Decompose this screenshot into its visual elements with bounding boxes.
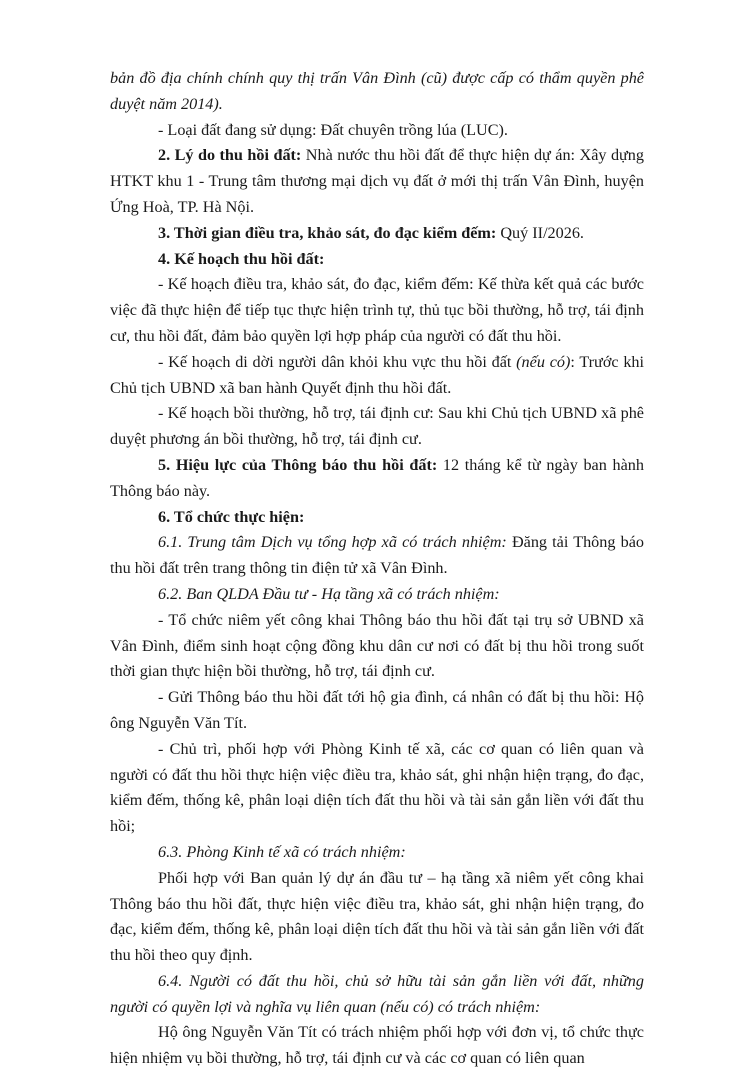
section-2-heading: 2. Lý do thu hồi đất: (158, 146, 302, 165)
paragraph-economy-office: Phối hợp với Ban quản lý dự án đầu tư – hạ tầng xã niêm yết công khai Thông báo thu hồi đất, thực hiện việc điều tra, khảo sát, ghi nhận hiện trạng, đo đạc, kiểm đếm, thống kê, phân loại diện tích đất thu hồi và tài sản gắn liền với đất thu hồi theo quy định. (110, 868, 644, 965)
section-4-plan (110, 247, 644, 273)
section-5-text: 12 tháng kể từ ngày ban hành Thông báo này. (110, 455, 644, 500)
paragraph-land-type: - Loại đất đang sử dụng: Đất chuyên trồng lúa (LUC). (158, 120, 508, 139)
section-4-heading: 4. Kế hoạch thu hồi đất: (158, 249, 325, 268)
subsection-6-1 (110, 530, 644, 582)
section-3-heading: 3. Thời gian điều tra, khảo sát, đo đạc kiểm đếm: (158, 223, 497, 242)
section-5-validity (110, 453, 644, 505)
subsection-6-3-heading: 6.3. Phòng Kinh tế xã có trách nhiệm: (158, 842, 406, 861)
paragraph-relocation-plan: - Kế hoạch di dời người dân khỏi khu vực thu hồi đất (nếu có): Trước khi Chủ tịch UBND xã ban hành Quyết định thu hồi đất. (110, 352, 645, 397)
paragraph-household-duty: Hộ ông Nguyễn Văn Tít có trách nhiệm phối hợp với đơn vị, tổ chức thực hiện nhiệm vụ bồi thường, hỗ trợ, tái định cư và các cơ quan có liên quan (110, 1023, 644, 1068)
section-3-time (110, 221, 644, 247)
section-6-implementation (110, 505, 644, 531)
subsection-6-1-text: Đăng tải Thông báo thu hồi đất trên trang thông tin điện tử xã Vân Đình. (110, 533, 644, 578)
paragraph-send-notice: - Gửi Thông báo thu hồi đất tới hộ gia đình, cá nhân có đất bị thu hồi: Hộ ông Nguyễn Văn Tít. (110, 688, 644, 732)
subsection-6-2-heading: 6.2. Ban QLDA Đầu tư - Hạ tầng xã có trách nhiệm: (158, 584, 500, 603)
section-2-reason (110, 143, 644, 220)
section-3-text: Quý II/2026. (496, 223, 584, 242)
paragraph-survey-plan: - Kế hoạch điều tra, khảo sát, đo đạc, kiểm đếm: Kế thừa kết quả các bước việc đã thực hiện để tiếp tục thực hiện trình tự, thủ tục bồi thường, hỗ trợ, tái định cư, thu hồi đất, đảm bảo quyền lợi hợp pháp của người có đất thu hồi. (110, 275, 644, 345)
subsection-6-4-heading: 6.4. Người có đất thu hồi, chủ sở hữu tài sản gắn liền với đất, những người có quyền lợi và nghĩa vụ liên quan (nếu có) có trách nhiệm: (110, 971, 644, 1016)
section-5-heading: 5. Hiệu lực của Thông báo thu hồi đất: (158, 455, 438, 474)
section-6-heading: 6. Tổ chức thực hiện: (158, 507, 305, 526)
paragraph-coordinate-survey: - Chủ trì, phối hợp với Phòng Kinh tế xã, các cơ quan có liên quan và người có đất thu hồi thực hiện việc điều tra, khảo sát, ghi nhận hiện trạng, đo đạc, kiểm đếm, thống kê, phân loại diện tích đất thu hồi và tài sản gắn liền với đất thu hồi; (110, 739, 644, 836)
paragraph-public-posting: - Tổ chức niêm yết công khai Thông báo thu hồi đất tại trụ sở UBND xã Vân Đình, điểm sinh hoạt cộng đồng khu dân cư nơi có đất bị thu hồi trong suốt thời gian thực hiện bồi thường, hỗ trợ, tái định cư. (110, 610, 644, 681)
paragraph-map-reference: bản đồ địa chính chính quy thị trấn Vân Đình (cũ) được cấp có thẩm quyền phê duyệt năm 2014). (110, 69, 644, 113)
paragraph-compensation-plan: - Kế hoạch bồi thường, hỗ trợ, tái định cư: Sau khi Chủ tịch UBND xã phê duyệt phương án bồi thường, hỗ trợ, tái định cư. (110, 404, 644, 449)
section-2-text: Nhà nước thu hồi đất để thực hiện dự án: Xây dựng HTKT khu 1 - Trung tâm thương mại dịch vụ đất ở mới thị trấn Vân Đình, huyện Ứng Hoà, TP. Hà Nội. (110, 146, 644, 216)
subsection-6-1-heading: 6.1. Trung tâm Dịch vụ tổng hợp xã có trách nhiệm: (158, 533, 507, 552)
